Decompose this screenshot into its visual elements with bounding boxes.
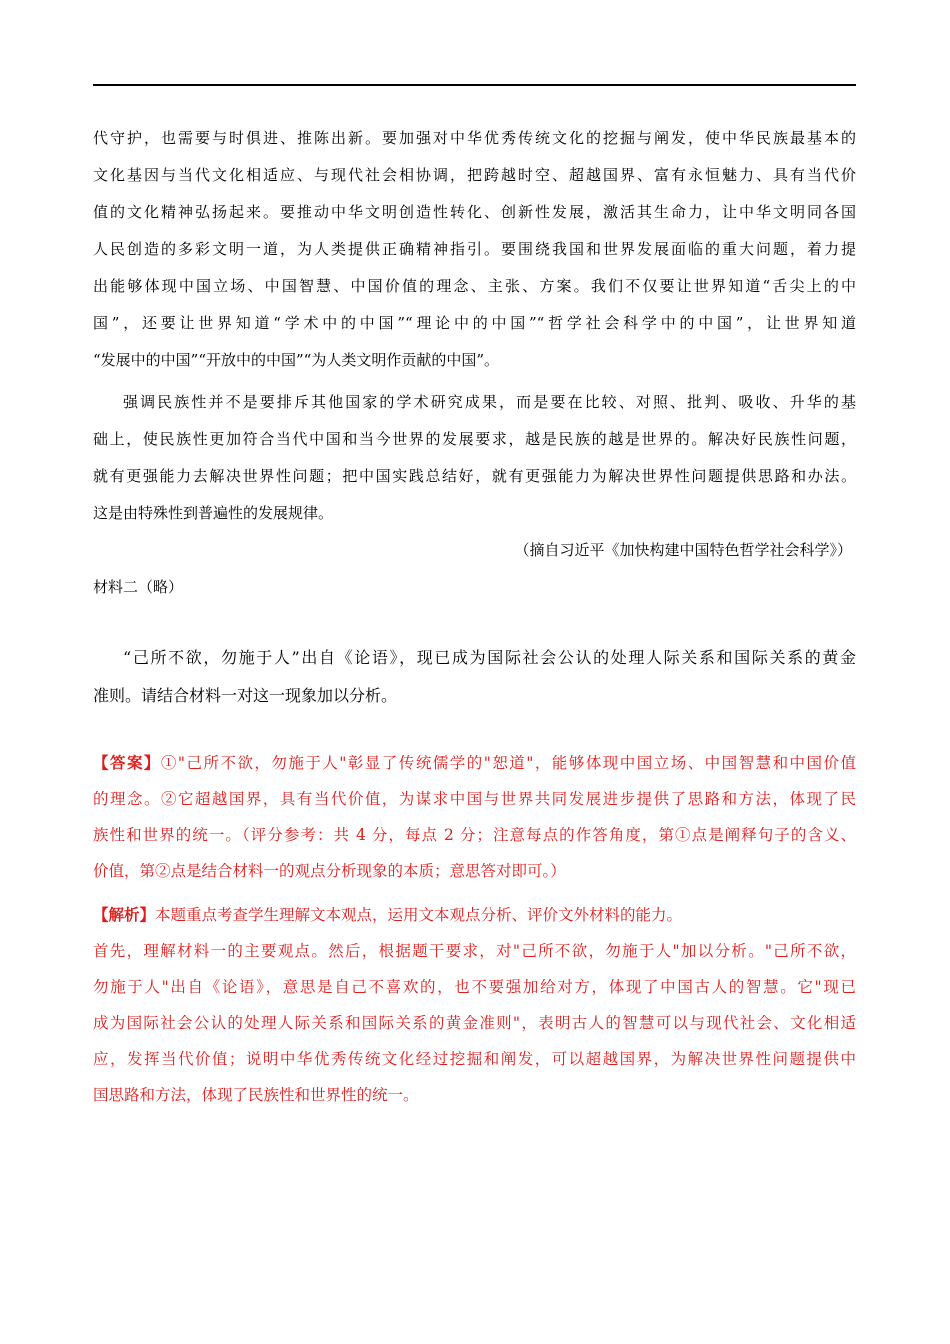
material1-source [93, 532, 856, 569]
material2 [93, 569, 856, 606]
text-line: 国”，还要让世界知道“学术中的中国”“理论中的中国”“哲学社会科学中的中国”，让世界知道 [93, 314, 856, 332]
answer [93, 745, 856, 889]
analysis-tag: 【解析】 [93, 905, 156, 924]
question-line: “己所不欲，勿施于人”出自《论语》，现已成为国际社会公认的处理人际关系和国际关系的黄金 [123, 648, 856, 667]
text-line: 就有更强能力去解决世界性问题；把中国实践总结好，就有更强能力为解决世界性问题提供思路和办法。 [93, 467, 856, 485]
answer-text: ①"己所不欲，勿施于人"彰显了传统儒学的"恕道"，能够体现中国立场、中国智慧和中国价值 [160, 754, 856, 772]
text-line: 这是由特殊性到普遍性的发展规律。 [93, 504, 334, 522]
analysis [93, 897, 856, 1113]
material1-paragraph-1 [93, 120, 856, 379]
analysis-line: 成为国际社会公认的处理人际关系和国际关系的黄金准则"，表明古人的智慧可以与现代社会、文化相适 [93, 1014, 856, 1032]
answer-line: 族性和世界的统一。（评分参考：共 4 分，每点 2 分；注意每点的作答角度，第①点是阐释句子的含义、 [93, 826, 856, 844]
text-line: 础上，使民族性更加符合当代中国和当今世界的发展要求，越是民族的越是世界的。解决好民族性问题， [93, 430, 856, 448]
question-line: 准则。请结合材料一对这一现象加以分析。 [93, 686, 398, 705]
analysis-line: 勿施于人"出自《论语》，意思是自己不喜欢的，也不要强加给对方，体现了中国古人的智慧。它"现已 [93, 978, 856, 996]
analysis-line: 首先，理解材料一的主要观点。然后，根据题干要求，对"己所不欲，勿施于人"加以分析。"己所不欲， [93, 942, 856, 960]
analysis-line: 应，发挥当代价值；说明中华优秀传统文化经过挖掘和阐发，可以超越国界，为解决世界性问题提供中 [93, 1050, 856, 1068]
material1-paragraph-2 [93, 384, 856, 532]
text-line: “发展中的中国”“开放中的中国”“为人类文明作贡献的中国”。 [93, 351, 500, 369]
text-line: 出能够体现中国立场、中国智慧、中国价值的理念、主张、方案。我们不仅要让世界知道“舌尖上的中 [93, 277, 856, 295]
answer-line: 价值，第②点是结合材料一的观点分析现象的本质；意思答对即可。） [93, 862, 566, 880]
answer-line [93, 745, 856, 781]
analysis-text: 本题重点考查学生理解文本观点，运用文本观点分析、评价文外材料的能力。 [155, 906, 683, 924]
text-line: 强调民族性并不是要排斥其他国家的学术研究成果，而是要在比较、对照、批判、吸收、升华的基 [123, 393, 856, 411]
source-citation: （摘自习近平《加快构建中国特色哲学社会科学》） [514, 541, 852, 559]
material2-label: 材料二（略） [93, 578, 184, 596]
header-rule [93, 84, 856, 86]
text-line: 值的文化精神弘扬起来。要推动中华文明创造性转化、创新性发展，激活其生命力，让中华文明同各国 [93, 203, 856, 221]
text-line: 人民创造的多彩文明一道，为人类提供正确精神指引。要围绕我国和世界发展面临的重大问题，着力提 [93, 240, 856, 258]
answer-line: 的理念。②它超越国界，具有当代价值，为谋求中国与世界共同发展进步提供了思路和方法，体现了民 [93, 790, 856, 808]
analysis-line [93, 897, 856, 933]
question [93, 639, 856, 715]
analysis-line: 国思路和方法，体现了民族性和世界性的统一。 [93, 1086, 419, 1104]
text-line: 代守护，也需要与时俱进、推陈出新。要加强对中华优秀传统文化的挖掘与阐发，使中华民族最基本的 [93, 129, 856, 147]
answer-tag: 【答案】 [93, 753, 161, 772]
text-line: 文化基因与当代文化相适应、与现代社会相协调，把跨越时空、超越国界、富有永恒魅力、具有当代价 [93, 166, 856, 184]
